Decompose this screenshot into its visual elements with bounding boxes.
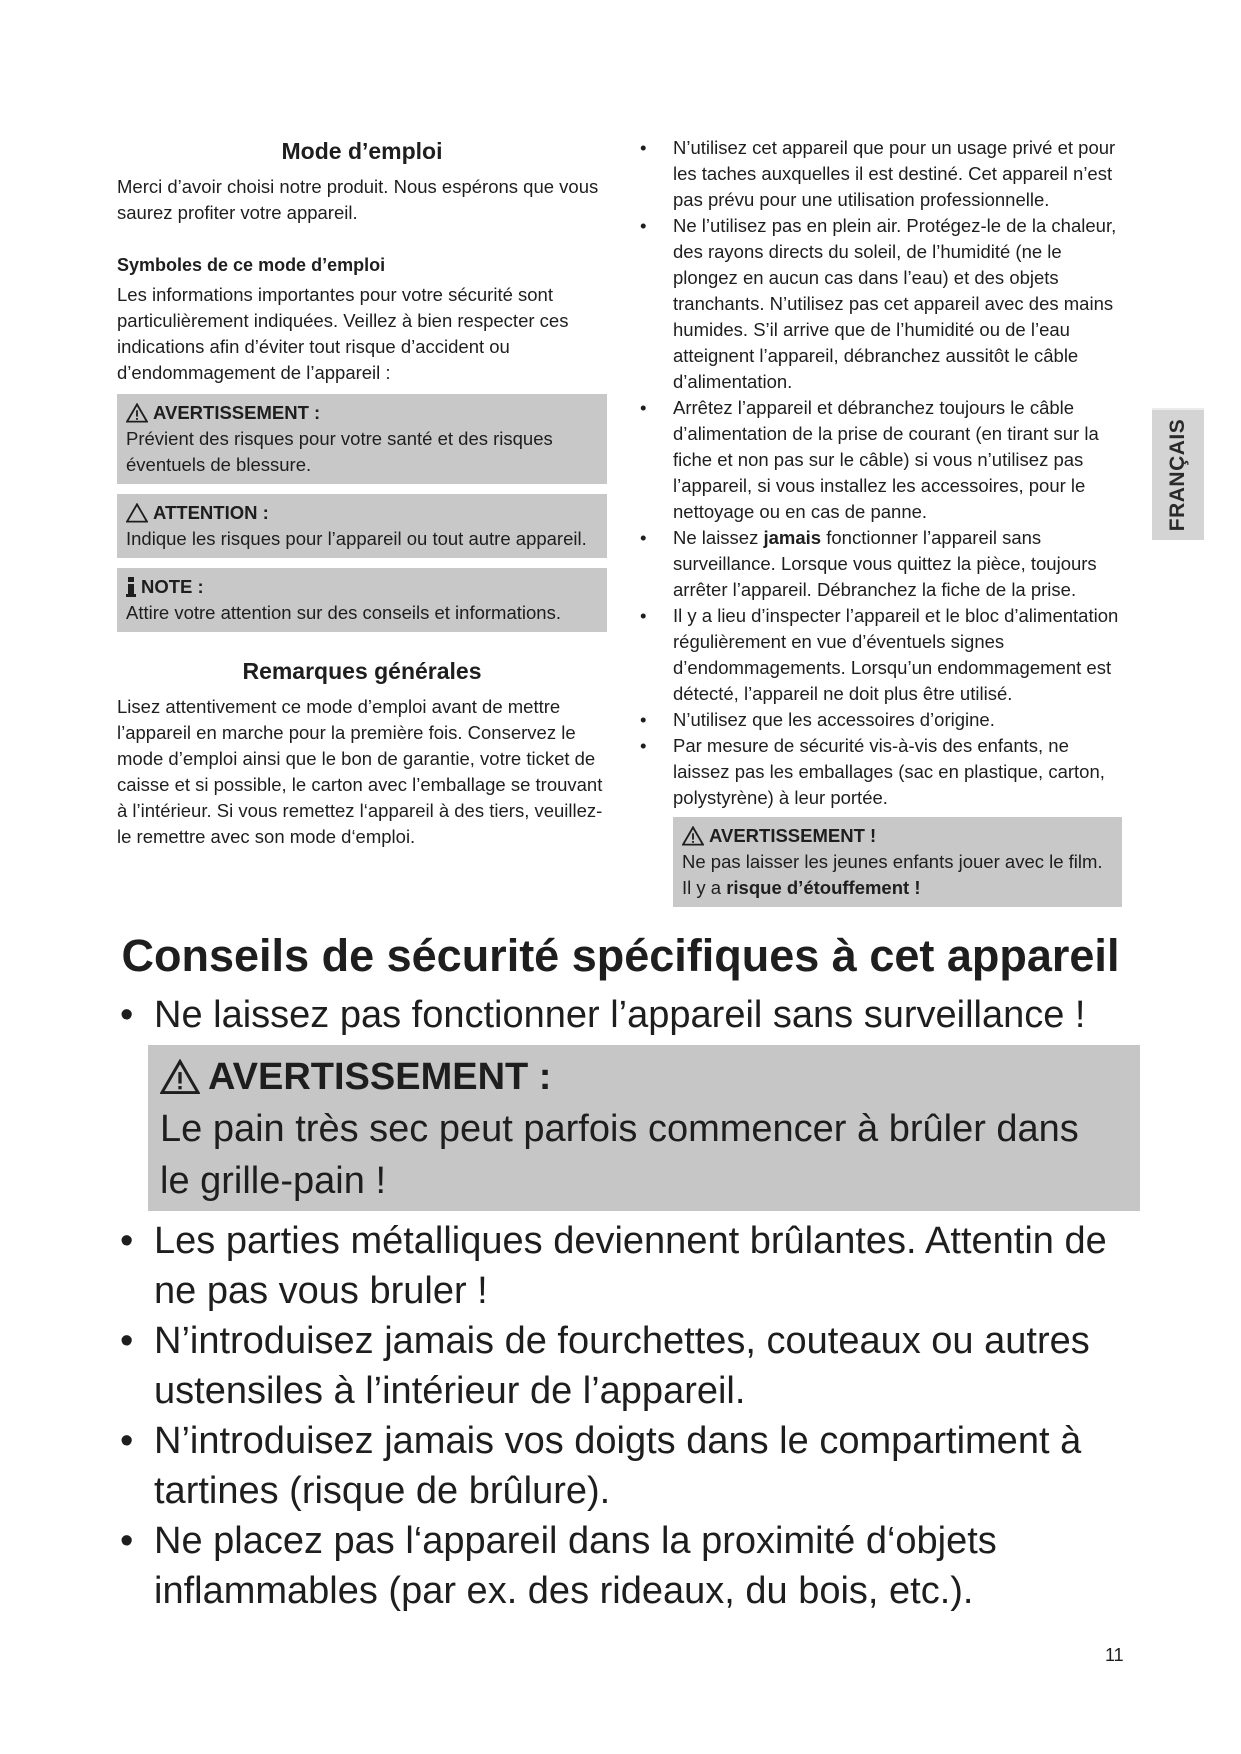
note-box-text: Attire votre attention sur des conseils et informations. [126, 602, 561, 623]
warning-icon [126, 403, 148, 423]
film-warning-text: Ne pas laisser les jeunes enfants jouer avec le film. Il y a [682, 851, 1103, 898]
specific-safety-list [120, 990, 1140, 1040]
language-tab-label: FRANÇAIS [1166, 418, 1189, 532]
film-warning-bold: risque d’étouffement ! [726, 877, 921, 898]
list-item: • Par mesure de sécurité vis-à-vis des enfants, ne laissez pas les emballages (sac en plastique, carton, polystyrène) à leur portée. [636, 733, 1126, 811]
section-title-remarques: Remarques générales [242, 658, 482, 684]
language-tab [1152, 408, 1204, 540]
list-item: • Ne placez pas l‘appareil dans la proximité d‘objets inflammables (par ex. des rideaux, du bois, etc.). [120, 1516, 1140, 1616]
emphasis: jamais [763, 527, 822, 548]
specific-safety-section [120, 990, 1140, 1616]
list-item: • Ne l’utilisez pas en plein air. Protégez-le de la chaleur, des rayons directs du soleil, de l’humidité (ne le plongez en aucun cas dans l’eau) et des objets tranchants. N’utilisez pas cet appareil avec des mains humides. S’il arrive que de l’humidité ou de l’eau atteignent l’appareil, débranchez aussitôt le câble d’alimentation. [636, 213, 1126, 395]
section-title-mode-emploi: Mode d’emploi [281, 138, 443, 164]
note-box [117, 568, 607, 632]
symbols-heading: Symboles de ce mode d’emploi [117, 255, 386, 275]
list-item: • Arrêtez l’appareil et débranchez toujours le câble d’alimentation de la prise de courant (en tirant sur la fiche et non pas sur le câble) si vous n’utilisez pas l’appareil, si vous installez les accessoires, pour le nettoyage ou en cas de panne. [636, 395, 1126, 525]
list-item: • N’introduisez jamais vos doigts dans le compartiment à tartines (risque de brûlure). [120, 1416, 1140, 1516]
list-item: • Ne laissez pas fonctionner l’appareil sans surveillance ! [120, 990, 1140, 1040]
intro-text: Merci d’avoir choisi notre produit. Nous espérons que vous saurez profiter votre appareil. [117, 176, 599, 223]
left-column [117, 138, 607, 850]
warning-box-text: Prévient des risques pour votre santé et des risques éventuels de blessure. [126, 428, 553, 475]
specific-safety-title: Conseils de sécurité spécifiques à cet appareil [121, 930, 1120, 981]
attention-box [117, 494, 607, 558]
attention-icon [126, 503, 148, 523]
specific-safety-list-continued [120, 1216, 1140, 1616]
list-item: • N’utilisez cet appareil que pour un usage privé et pour les taches auxquelles il est destiné. Cet appareil n’est pas prévu pour une utilisation professionnelle. [636, 135, 1126, 213]
warning-icon [160, 1059, 200, 1095]
attention-box-title: ATTENTION : [153, 502, 269, 523]
toaster-warning-box [148, 1045, 1140, 1211]
page-number: 11 [1105, 1645, 1124, 1665]
warning-box-title: AVERTISSEMENT : [153, 402, 321, 423]
warning-icon [682, 826, 704, 846]
list-item: • N’introduisez jamais de fourchettes, couteaux ou autres ustensiles à l’intérieur de l’appareil. [120, 1316, 1140, 1416]
list-item: • Ne laissez jamais fonctionner l’appareil sans surveillance. Lorsque vous quittez la pièce, toujours arrêter l’appareil. Débranchez la fiche de la prise. [636, 525, 1126, 603]
toaster-warning-text: Le pain très sec peut parfois commencer à brûler dans le grille-pain ! [160, 1108, 1079, 1202]
safety-list [636, 135, 1126, 811]
film-warning-box [673, 817, 1122, 907]
list-item: • Les parties métalliques deviennent brûlantes. Attentin de ne pas vous bruler ! [120, 1216, 1140, 1316]
film-warning-title: AVERTISSEMENT ! [709, 825, 877, 846]
note-box-title: NOTE : [141, 576, 204, 597]
general-text: Lisez attentivement ce mode d’emploi avant de mettre l’appareil en marche pour la première fois. Conservez le mode d’emploi ainsi que le bon de garantie, votre ticket de caisse et si possible, le carton avec l’emballage se trouvant à l’intérieur. Si vous remettez l‘appareil à des tiers, veuillez-le remettre avec son mode d‘emploi. [117, 696, 603, 847]
warning-box [117, 394, 607, 484]
list-item: • N’utilisez que les accessoires d’origine. [636, 707, 1126, 733]
right-column [636, 135, 1126, 907]
toaster-warning-title: AVERTISSEMENT : [208, 1056, 552, 1098]
list-item: • Il y a lieu d’inspecter l’appareil et le bloc d’alimentation régulièrement en vue d’éventuels signes d’endommagements. Lorsqu’un endommagement est détecté, l’appareil ne doit plus être utilisé. [636, 603, 1126, 707]
info-icon [126, 577, 136, 597]
attention-box-text: Indique les risques pour l’appareil ou tout autre appareil. [126, 528, 587, 549]
symbols-text: Les informations importantes pour votre sécurité sont particulièrement indiquées. Veillez à bien respecter ces indications afin d’éviter tout risque d’accident ou d’endommagement de l’appareil : [117, 284, 569, 383]
